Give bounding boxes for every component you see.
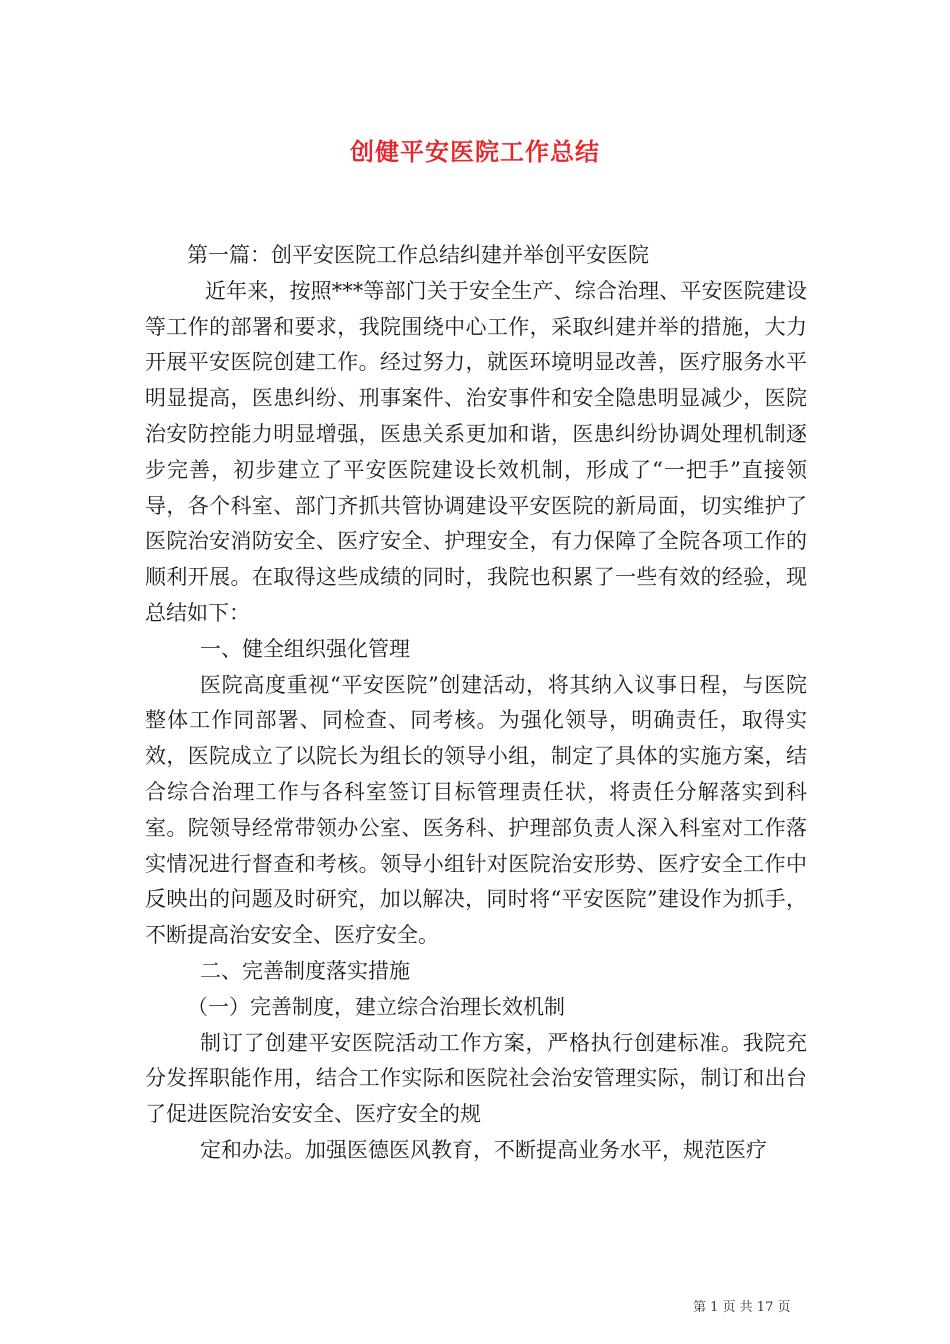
section-heading: 第一篇：创平安医院工作总结纠建并举创平安医院 (187, 243, 649, 267)
section-heading: 一、健全组织强化管理 (200, 636, 410, 661)
document-body (145, 238, 807, 1169)
paragraph: 制订了创建平安医院活动工作方案，严格执行创建标准。我院充分发挥职能作用，结合工作实际和医院社会治安管理实际，制订和出台了促进医院治安安全、医疗安全的规 (145, 1030, 807, 1127)
subsection-heading: （一）完善制度，建立综合治理长效机制 (187, 994, 565, 1019)
document-title: 创健平安医院工作总结 (350, 137, 600, 166)
page-number: 第 1 页 共 17 页 (693, 1300, 791, 1315)
paragraph: 定和办法。加强医德医风教育，不断提高业务水平，规范医疗 (200, 1137, 767, 1162)
paragraph: 近年来，按照***等部门关于安全生产、综合治理、平安医院建设等工作的部署和要求，我院围绕中心工作，采取纠建并举的措施，大力开展平安医院创建工作。经过努力，就医环境明显改善，医疗服务水平明显提高，医患纠纷、刑事案件、治安事件和安全隐患明显减少，医院治安防控能力明显增强，医患关系更加和谐，医患纠纷协调处理机制逐步完善，初步建立了平安医院建设长效机制，形成了“一把手”直接领导，各个科室、部门齐抓共管协调建设平安医院的新局面，切实维护了医院治安消防安全、医疗安全、护理安全，有力保障了全院各项工作的顺利开展。在取得这些成绩的同时，我院也积累了一些有效的经验，现总结如下： (145, 278, 807, 625)
section-heading: 二、完善制度落实措施 (200, 958, 410, 983)
paragraph: 医院高度重视“平安医院”创建活动，将其纳入议事日程，与医院整体工作同部署、同检查、同考核。为强化领导，明确责任，取得实效，医院成立了以院长为组长的领导小组，制定了具体的实施方案，结合综合治理工作与各科室签订目标管理责任状，将责任分解落实到科室。院领导经常带领办公室、医务科、护理部负责人深入科室对工作落实情况进行督查和考核。领导小组针对医院治安形势、医疗安全工作中反映出的问题及时研究，加以解决，同时将“平安医院”建设作为抓手，不断提高治安安全、医疗安全。 (145, 672, 807, 948)
